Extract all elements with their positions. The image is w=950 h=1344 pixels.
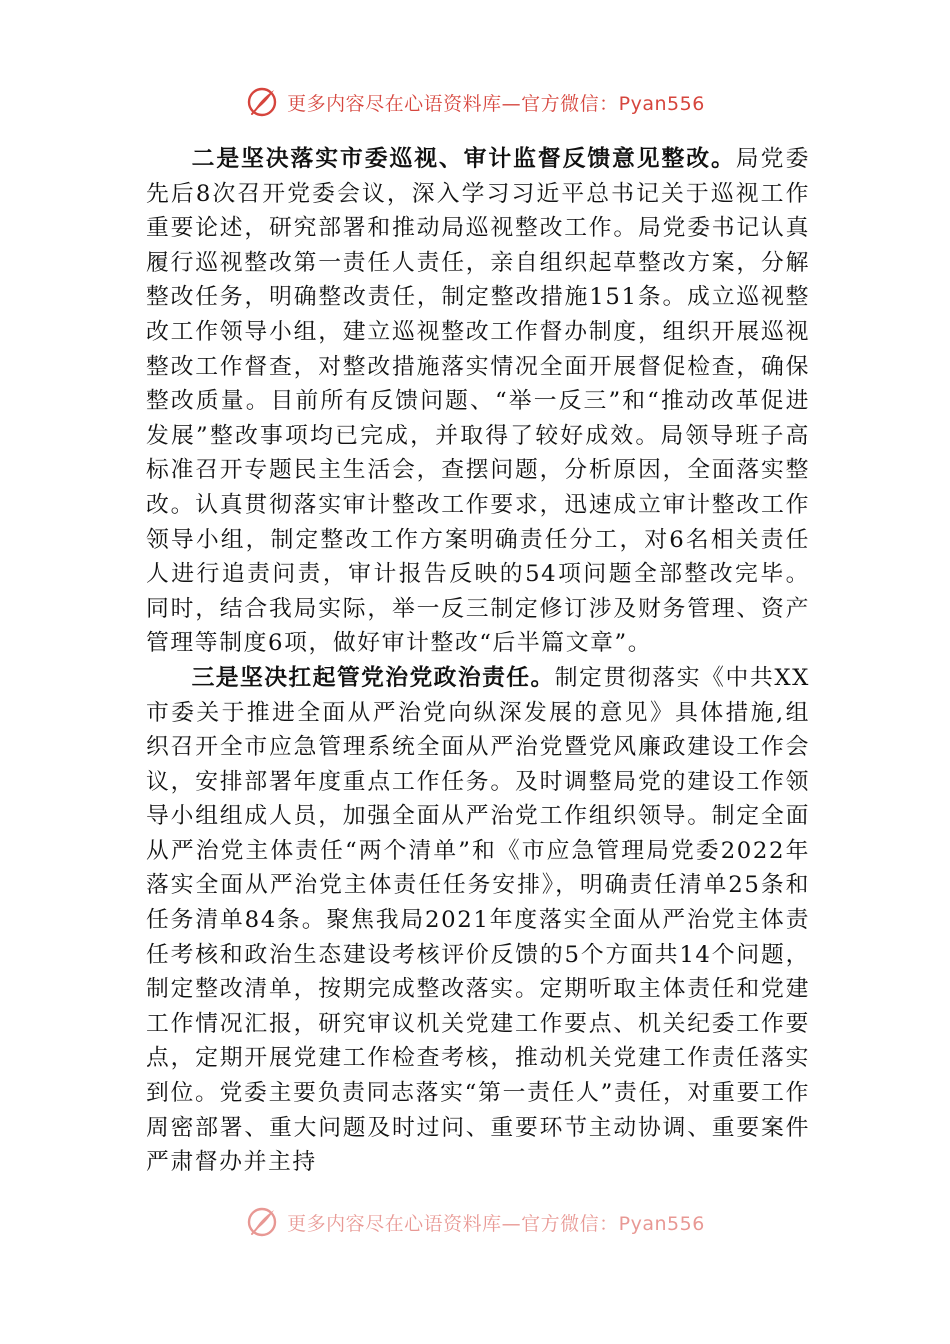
watermark-footer [0, 1202, 950, 1242]
paragraph-lead: 三是坚决扛起管党治党政治责任。 [191, 664, 555, 691]
paragraph-lead: 二是坚决落实市委巡视、审计监督反馈意见整改。 [191, 146, 736, 172]
watermark-header [0, 82, 950, 122]
paragraph-body: 制定贯彻落实《中共XX市委关于推进全面从严治党向纵深发展的意见》具体措施,组织召开全市应急管理系统全面从严治党暨党风廉政建设工作会议，安排部署年度重点工作任务。及时调整局党的建设工作领导小组组成人员，加强全面从严治党工作组织领导。制定全面从严治党主体责任“两个清单”和《市应急管理局党委2022年落实全面从严治党主体责任任务安排》，明确责任清单25条和任务清单84条。聚焦我局2021年度落实全面从严治党主体责任考核和政治生态建设考核评价反馈的5个方面共14个问题，制定整改清单，按期完成整改落实。定期听取主体责任和党建工作情况汇报，研究审议机关党建工作要点、机关纪委工作要点，定期开展党建工作检查考核，推动机关党建工作责任落实到位。党委主要负责同志落实“第一责任人”责任，对重要工作周密部署、重大问题及时过问、重要环节主动协调、重要案件严肃督办并主持 [146, 664, 811, 1176]
watermark-text: 更多内容尽在心语资料库—官方微信：Pyan556 [287, 92, 705, 115]
watermark-text: 更多内容尽在心语资料库—官方微信：Pyan556 [287, 1212, 705, 1235]
paragraph-party-responsibility [146, 661, 810, 1180]
paragraph-body: 局党委先后8次召开党委会议，深入学习习近平总书记关于巡视工作重要论述，研究部署和推动局巡视整改工作。局党委书记认真履行巡视整改第一责任人责任，亲自组织起草整改方案，分解整改任务，明确整改责任，制定整改措施151条。成立巡视整改工作领导小组，建立巡视整改工作督办制度，组织开展巡视整改工作督查，对整改措施落实情况全面开展督促检查，确保整改质量。目前所有反馈问题、“举一反三”和“推动改革促进发展”整改事项均已完成，并取得了较好成效。局领导班子高标准召开专题民主生活会，查摆问题，分析原因，全面落实整改。认真贯彻落实审计整改工作要求，迅速成立审计整改工作领导小组，制定整改工作方案明确责任分工，对6名相关责任人进行追责问责，审计报告反映的54项问题全部整改完毕。同时，结合我局实际，举一反三制定修订涉及财务管理、资产管理等制度6项，做好审计整改“后半篇文章”。 [146, 146, 810, 657]
document-body [146, 142, 810, 1180]
feather-circle-logo-icon [245, 1205, 279, 1239]
paragraph-inspection-rectification [146, 142, 810, 661]
feather-circle-logo-icon [245, 85, 279, 119]
